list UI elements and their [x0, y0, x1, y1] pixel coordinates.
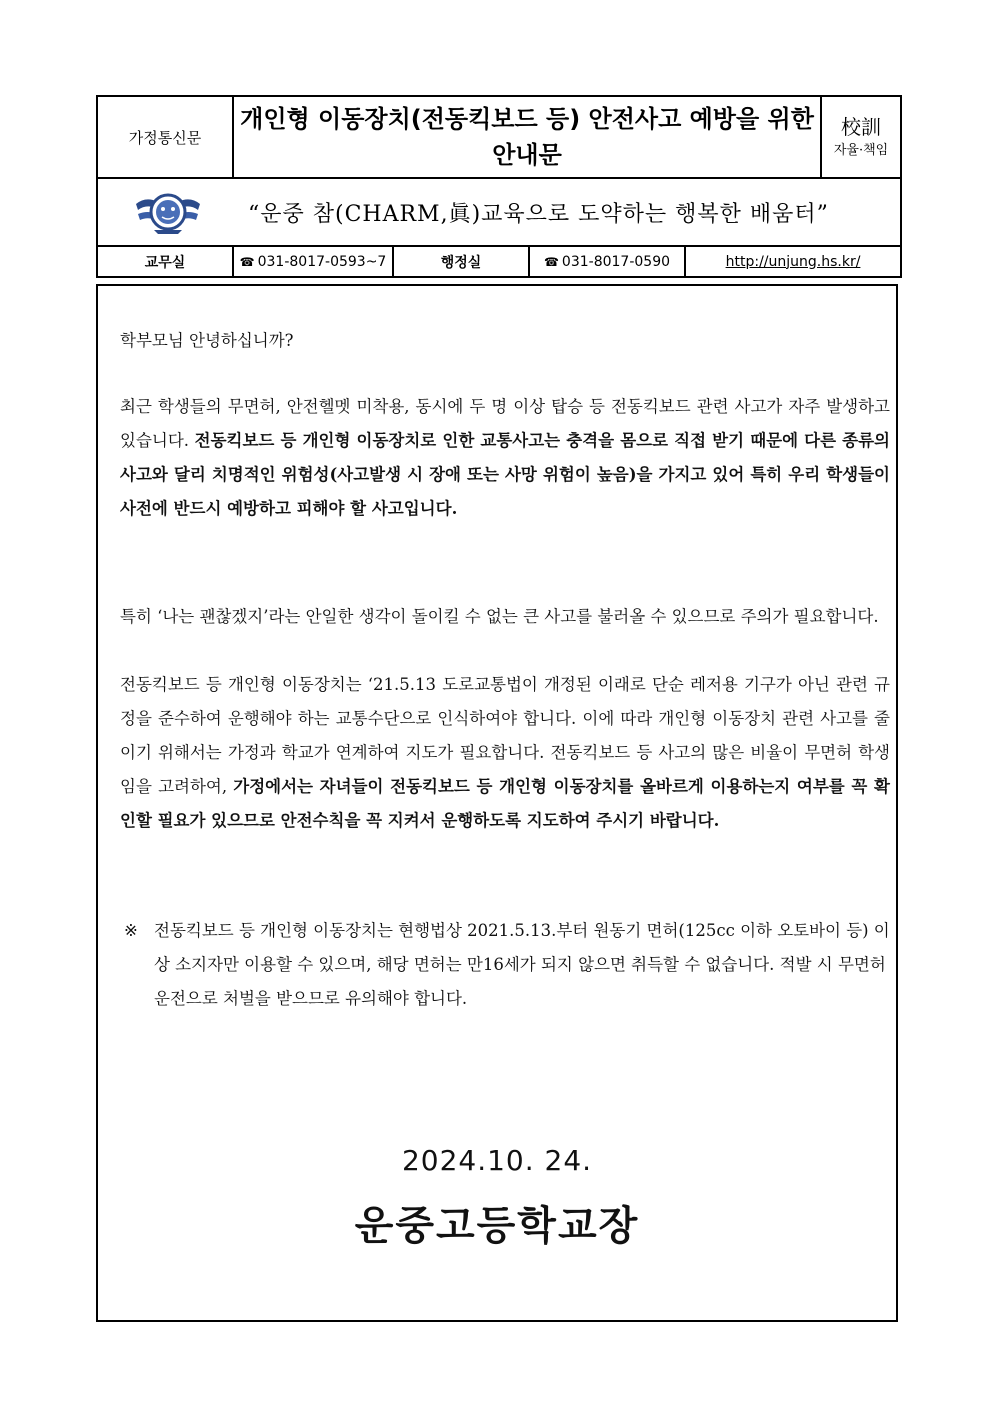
office-phone: 031-8017-0593~7	[257, 253, 387, 270]
reference-mark-icon: ※	[124, 921, 138, 940]
header-table	[96, 95, 902, 278]
greeting: 학부모님 안녕하십니까?	[120, 331, 294, 350]
school-emblem-logo	[134, 188, 202, 236]
school-slogan: “운중 참(CHARM,眞)교육으로 도약하는 행복한 배움터”	[248, 201, 829, 227]
website-cell	[685, 246, 901, 277]
paragraph-risk	[120, 390, 890, 526]
office-phone-cell	[233, 246, 393, 277]
motto-label: 校訓	[841, 115, 882, 139]
issue-date: 2024.10. 24.	[401, 1144, 593, 1177]
paragraph-risk-text: 최근 학생들의 무면허, 안전헬멧 미착용, 동시에 두 명 이상 탑승 등 전동킥보드 관련 사고가 자주 발생하고 있습니다.	[120, 397, 890, 450]
paragraph-guidance-emphasis: 가정에서는 자녀들이 전동킥보드 등 개인형 이동장치를 올바르게 이용하는지 여부를 꼭 확인할 필요가 있으므로 안전수칙을 꼭 지켜서 운행하도록 지도하여 주시기 바랍니다.	[120, 777, 890, 830]
phone-icon: ☎	[543, 254, 559, 269]
phone-icon: ☎	[239, 254, 255, 269]
paragraph-guidance-text: 전동킥보드 등 개인형 이동장치는 ‘21.5.13 도로교통법이 개정된 이래로 단순 레저용 기구가 아닌 관련 규정을 준수하여 운행해야 하는 교통수단으로 인식하여야 합니다. 이에 따라 개인형 이동장치 관련 사고를 줄이기 위해서는 가정과 학교가 연계하여 지도가 필요합니다. 전동킥보드 등 사고의 많은 비율이 무면허 학생임을 고려하여,	[120, 675, 890, 796]
slogan-row	[97, 178, 901, 246]
admin-phone: 031-8017-0590	[561, 253, 671, 270]
license-note-text: 전동킥보드 등 개인형 이동장치는 현행법상 2021.5.13.부터 원동기 면허(125cc 이하 오토바이 등) 이상 소지자만 이용할 수 있으며, 해당 면허는 만16세가 되지 않으면 취득할 수 없습니다. 적발 시 무면허 운전으로 처벌을 받으므로 유의해야 합니다.	[154, 921, 890, 1008]
school-motto	[821, 96, 901, 178]
paragraph-caution: 특히 ‘나는 괜찮겠지’라는 안일한 생각이 돌이킬 수 없는 큰 사고를 불러올 수 있으므로 주의가 필요합니다.	[120, 607, 879, 626]
principal-signature: 운중고등학교장	[354, 1203, 640, 1249]
document-title: 개인형 이동장치(전동킥보드 등) 안전사고 예방을 위한 안내문	[233, 96, 821, 178]
document-category: 가정통신문	[97, 96, 233, 178]
paragraph-guidance	[120, 668, 890, 838]
admin-phone-cell	[529, 246, 685, 277]
paragraph-risk-emphasis: 전동킥보드 등 개인형 이동장치로 인한 교통사고는 충격을 몸으로 직접 받기 때문에 다른 종류의 사고와 달리 치명적인 위험성(사고발생 시 장애 또는 사망 위험이 높음)을 가지고 있어 특히 우리 학생들이 사전에 반드시 예방하고 피해야 할 사고입니다.	[120, 431, 890, 518]
letter-body	[96, 284, 898, 1322]
school-website-link[interactable]: http://unjung.hs.kr/	[725, 253, 861, 270]
office-label: 교무실	[97, 246, 233, 277]
license-note	[124, 914, 890, 1016]
admin-office-label: 행정실	[393, 246, 529, 277]
motto-text: 자율·책임	[833, 143, 889, 158]
